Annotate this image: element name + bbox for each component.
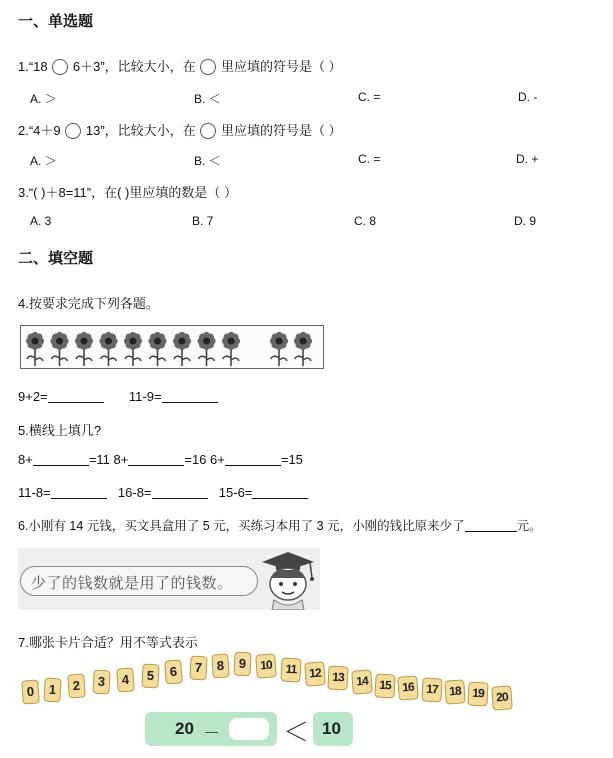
question-5: 5.横线上填几?	[18, 423, 102, 438]
q3-option-b[interactable]: B. 7	[192, 214, 214, 228]
q1-option-a[interactable]: A. ＞	[30, 92, 57, 106]
answer-blank[interactable]	[225, 453, 281, 466]
q1-option-c[interactable]: C. =	[358, 90, 381, 104]
answer-blank[interactable]	[162, 390, 218, 403]
flower-icon	[294, 332, 312, 366]
q2-option-a[interactable]: A. ＞	[30, 154, 57, 168]
flower-icon	[99, 332, 117, 366]
number-card[interactable]: 1	[43, 678, 61, 703]
answer-blank[interactable]	[33, 453, 89, 466]
q2-option-b[interactable]: B. ＜	[194, 154, 221, 168]
q1-option-d[interactable]: D. -	[518, 90, 538, 104]
compare-circle-icon	[200, 59, 216, 75]
flower-icon	[270, 332, 288, 366]
question-1-text-c: 里应填的符号是（ ）	[220, 59, 342, 74]
eq-part: 15-6=	[218, 485, 253, 500]
unit-yuan: 元。	[516, 519, 542, 533]
number-card[interactable]: 2	[67, 673, 86, 698]
compare-circle-icon	[52, 59, 68, 75]
eq-part: =11 8+	[88, 452, 129, 467]
eq-part: 11-8=	[18, 485, 51, 500]
flower-strip-image	[20, 325, 324, 369]
number-card[interactable]: 11	[280, 657, 301, 682]
section-title-single-choice: 一、单选题	[18, 13, 94, 30]
number-card[interactable]: 16	[397, 675, 419, 700]
compare-circle-icon	[65, 123, 81, 139]
q2-option-d[interactable]: D. +	[516, 152, 539, 166]
flower-icon	[222, 332, 240, 366]
number-card[interactable]: 13	[327, 665, 348, 690]
number-card[interactable]: 14	[351, 669, 373, 694]
question-4: 4.按要求完成下列各题。	[18, 296, 159, 311]
less-than-sign: ＜	[283, 717, 310, 747]
eq-part: =15	[280, 452, 303, 467]
question-2-text-c: 里应填的符号是（ ）	[220, 123, 342, 138]
q3-option-d[interactable]: D. 9	[514, 214, 537, 228]
number-card[interactable]: 0	[21, 679, 40, 704]
q1-option-b[interactable]: B. ＜	[194, 92, 221, 106]
number-card[interactable]: 10	[255, 653, 277, 678]
answer-blank[interactable]	[252, 486, 308, 499]
q3-option-c[interactable]: C. 8	[354, 214, 377, 228]
eq-part: 16-8=	[117, 485, 152, 500]
question-3: 3.“( )＋8=11”，在( )里应填的数是（ ）	[18, 185, 237, 200]
question-6	[18, 516, 542, 534]
flower-row	[21, 326, 325, 370]
number-card[interactable]: 20	[491, 685, 513, 710]
flower-icon	[26, 332, 44, 366]
q2-option-c[interactable]: C. =	[358, 152, 381, 166]
section-title-fill-blank: 二、填空题	[18, 250, 94, 267]
eq-part: 8+	[18, 452, 33, 467]
flower-icon	[50, 332, 68, 366]
number-card[interactable]: 9	[233, 652, 251, 677]
speech-bubble	[20, 566, 258, 596]
number-card[interactable]: 6	[164, 659, 183, 684]
eq-11-minus-9: 11-9=	[128, 389, 162, 404]
flower-icon	[197, 332, 215, 366]
answer-blank[interactable]	[152, 486, 208, 499]
inequality-expression	[145, 712, 353, 746]
q3-option-a[interactable]: A. 3	[30, 214, 52, 228]
question-2	[18, 120, 342, 139]
ineq-minus-sign: －	[203, 724, 220, 743]
number-card[interactable]: 17	[421, 677, 442, 702]
number-card[interactable]: 12	[304, 661, 326, 686]
question-7: 7.哪张卡片合适？用不等式表示	[18, 635, 198, 650]
ineq-answer-blank[interactable]	[229, 718, 269, 740]
eq-part: =16 6+	[184, 452, 225, 467]
number-card[interactable]: 3	[92, 670, 110, 695]
question-2-text-a: 2.“4＋9	[18, 123, 61, 138]
number-card[interactable]: 8	[211, 653, 230, 678]
ineq-right-number: 10	[322, 719, 341, 738]
number-card[interactable]: 7	[189, 656, 207, 681]
ineq-left-number: 20	[175, 719, 194, 738]
answer-blank[interactable]	[48, 390, 104, 403]
question-1-text-b: 6＋3”，比较大小，在	[72, 59, 196, 74]
question-5-row-2	[18, 485, 308, 500]
answer-blank[interactable]	[128, 453, 184, 466]
hint-strip-image	[18, 548, 320, 610]
eq-9-plus-2: 9+2=	[18, 389, 48, 404]
number-card[interactable]: 18	[444, 679, 466, 704]
question-4-equations	[18, 389, 218, 404]
question-2-text-b: 13”，比较大小，在	[85, 123, 196, 138]
number-card[interactable]: 19	[467, 681, 488, 706]
teacher-cartoon-icon	[256, 548, 320, 610]
flower-icon	[173, 332, 191, 366]
question-6-text: 6.小刚有 14 元钱，买文具盒用了 5 元，买练习本用了 3 元，小刚的钱比原来少了	[18, 519, 465, 533]
number-card[interactable]: 4	[116, 667, 135, 692]
number-card[interactable]: 15	[374, 673, 395, 698]
compare-circle-icon	[200, 123, 216, 139]
number-card[interactable]: 5	[141, 664, 159, 689]
hint-text: 少了的钱数就是用了的钱数。	[31, 574, 233, 592]
flower-icon	[148, 332, 166, 366]
answer-blank[interactable]	[465, 519, 517, 532]
answer-blank[interactable]	[51, 486, 107, 499]
question-1	[18, 56, 342, 75]
flower-icon	[75, 332, 93, 366]
flower-icon	[124, 332, 142, 366]
question-1-text-a: 1.“18	[18, 59, 48, 74]
question-5-row-1	[18, 452, 303, 467]
